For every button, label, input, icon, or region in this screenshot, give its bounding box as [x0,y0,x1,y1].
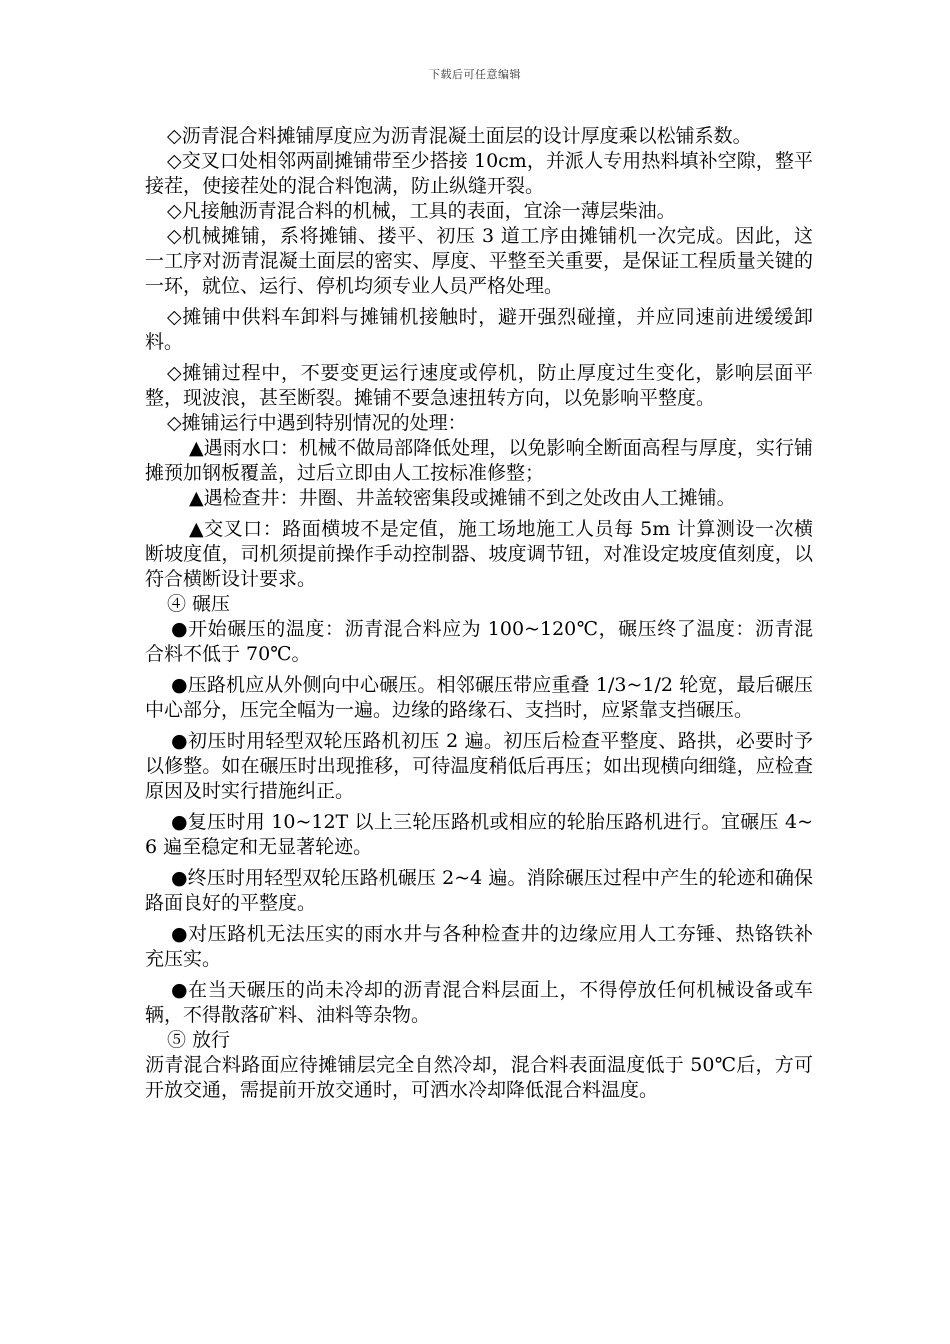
paragraph-intersection: ▲交叉口：路面横坡不是定值，施工场地施工人员每 5m 计算测设一次横断坡度值，司机须提前操作手动控制器、坡度调节钮，对准设定坡度值刻度，以符合横断设计要求。 [145,518,813,590]
paragraph-mechanical-paving: ◇机械摊铺，系将摊铺、搂平、初压 3 道工序由摊铺机一次完成。因此，这一工序对沥青混凝土面层的密实、厚度、平整至关重要，是保证工程质量关键的一环，就位、运行、停机均须专业人员严格处理。 [145,225,813,297]
paragraph-secondary-rolling: ●复压时用 10~12T 以上三轮压路机或相应的轮胎压路机进行。宜碾压 4~6 遍至稳定和无显著轮迹。 [145,811,813,858]
paragraph-intersection-overlap: ◇交叉口处相邻两副摊铺带至少搭接 10cm，并派人专用热料填补空隙，整平接茬，使接茬处的混合料饱满，防止纵缝开裂。 [145,150,813,197]
paragraph-paving-thickness: ◇沥青混合料摊铺厚度应为沥青混凝土面层的设计厚度乘以松铺系数。 [167,125,752,147]
paragraph-diesel-coating: ◇凡接触沥青混合料的机械，工具的表面，宜涂一薄层柴油。 [167,200,676,222]
heading-release: ⑤ 放行 [167,1029,231,1051]
heading-rolling: ④ 碾压 [167,593,231,615]
paragraph-manual-compaction: ●对压路机无法压实的雨水井与各种检查井的边缘应用人工夯锤、热铬铁补充压实。 [145,923,813,970]
page-header: 下载后可任意编辑 [429,68,521,81]
paragraph-initial-rolling: ●初压时用轻型双轮压路机初压 2 遍。初压后检查平整度、路拱，必要时予以修整。如在碾压时出现推移，可待温度稍低后再压；如出现横向细缝，应检查原因及时实行措施纠正。 [145,730,813,802]
paragraph-paving-process: ◇摊铺过程中，不要变更运行速度或停机，防止厚度过生变化，影响层面平整，现波浪，甚至断裂。摊铺不要急速扭转方向，以免影响平整度。 [145,362,813,409]
paragraph-manhole: ▲遇检查井：井圈、井盖较密集段或摊铺不到之处改由人工摊铺。 [189,487,736,509]
paragraph-rolling-direction: ●压路机应从外侧向中心碾压。相邻碾压带应重叠 1/3~1/2 轮宽，最后碾压中心部分，压完全幅为一遍。边缘的路缘石、支挡时，应紧靠支挡碾压。 [145,674,813,721]
paragraph-supply-truck: ◇摊铺中供料车卸料与摊铺机接触时，避开强烈碰撞，并应同速前进缓缓卸料。 [145,306,813,353]
paragraph-no-parking: ●在当天碾压的尚未冷却的沥青混合料层面上，不得停放任何机械设备或车辆，不得散落矿料、油料等杂物。 [145,979,813,1026]
paragraph-special-cases: ◇摊铺运行中遇到特别情况的处理： [167,412,467,434]
document-body [145,124,813,1103]
paragraph-rolling-temperature: ●开始碾压的温度：沥青混合料应为 100~120℃，碾压终了温度：沥青混合料不低于 70℃。 [145,618,813,665]
paragraph-rain-inlet: ▲遇雨水口：机械不做局部降低处理，以免影响全断面高程与厚度，实行铺摊预加钢板覆盖，过后立即由人工按标准修整； [145,437,813,484]
paragraph-release-traffic: 沥青混合料路面应待摊铺层完全自然冷却，混合料表面温度低于 50℃后，方可开放交通，需提前开放交通时，可洒水冷却降低混合料温度。 [145,1054,813,1101]
paragraph-final-rolling: ●终压时用轻型双轮压路机碾压 2~4 遍。消除碾压过程中产生的轮迹和确保路面良好的平整度。 [145,867,813,914]
